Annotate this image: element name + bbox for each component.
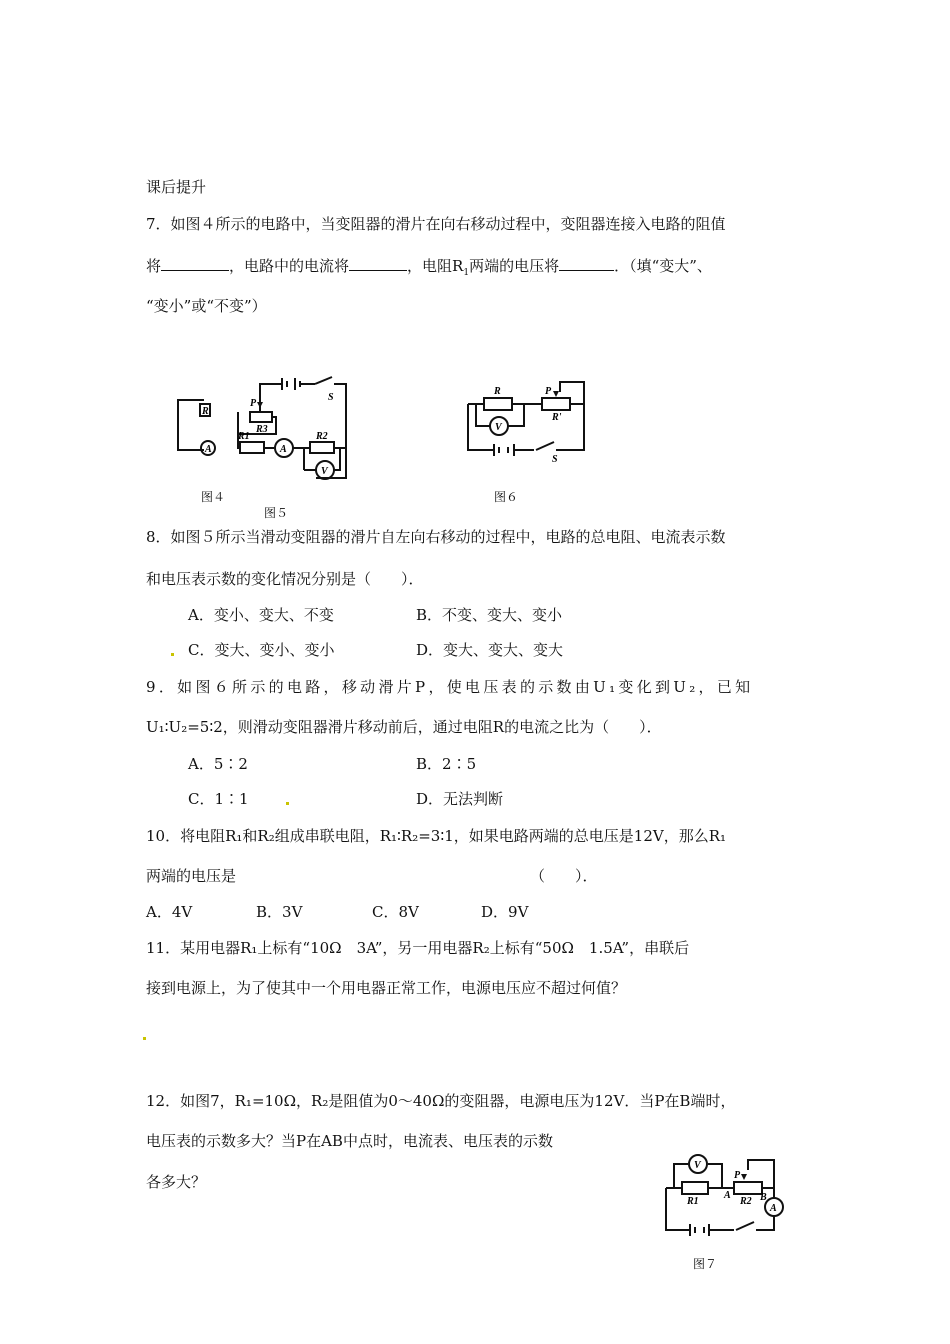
fig6-p-label: P — [545, 386, 552, 397]
fig5-r1-label: R1 — [238, 431, 250, 442]
q10-line2: 两端的电压是 — [146, 867, 237, 885]
q11-line1: 11．某用电器R₁上标有“10Ω 3A”，另一用电器R₂上标有“50Ω 1.5A”，串联后 — [146, 939, 690, 957]
q7-text-e: ．（填“变大”、 — [614, 257, 712, 275]
q12-line2: 电压表的示数多大？当P在AB中点时，电流表、电压表的示数 — [146, 1132, 553, 1150]
q7-blank-1 — [161, 256, 229, 271]
q7-line2 — [146, 256, 712, 283]
speck — [286, 802, 289, 805]
q9-line1: 9．如图６所示的电路，移动滑片P，使电压表的示数由U₁变化到U₂，已知 — [146, 678, 754, 696]
figure-6-circuit — [464, 378, 594, 466]
q8-option-d: D．变大、变大、变大 — [416, 641, 564, 659]
q12-line3: 各多大？ — [146, 1173, 207, 1191]
fig7-ammeter-label: A — [770, 1203, 777, 1214]
q7-line1: 7．如图４所示的电路中，当变阻器的滑片在向右移动过程中，变阻器连接入电路的阻值 — [146, 215, 726, 233]
q8-line1: 8．如图５所示当滑动变阻器的滑片自左向右移动的过程中，电路的总电阻、电流表示数 — [146, 528, 726, 546]
fig5-ammeter-label: A — [280, 444, 287, 455]
fig6-voltmeter-label: V — [495, 422, 502, 433]
fig7-voltmeter-label: V — [694, 1160, 701, 1171]
figure-4-label: 图４ — [201, 490, 226, 504]
q7-subscript: 1 — [463, 268, 470, 278]
q10-option-d: D．9V — [481, 903, 529, 921]
fig7-r2-label: R2 — [740, 1196, 752, 1207]
q9-line2: U₁∶U₂=5∶2，则滑动变阻器滑片移动前后，通过电阻R的电流之比为（ ）． — [146, 718, 662, 736]
fig5-r3-label: R3 — [256, 424, 268, 435]
section-title: 课后提升 — [146, 178, 207, 196]
q7-text-c: ，电阻R — [407, 257, 464, 275]
q8-option-a: A．变小、变大、不变 — [188, 606, 334, 624]
figure-6-label: 图６ — [494, 490, 519, 504]
fig7-r1-label: R1 — [687, 1196, 699, 1207]
q10-option-a: A．4V — [146, 903, 193, 921]
q10-line1: 10．将电阻R₁和R₂组成串联电阻，R₁∶R₂=3∶1，如果电路两端的总电压是12V，那么R₁ — [146, 827, 727, 845]
q9-option-a: A．5∶2 — [188, 755, 248, 773]
q7-blank-2 — [349, 256, 407, 271]
fig5-r2-label: R2 — [316, 431, 328, 442]
q7-text-b: ，电路中的电流将 — [229, 257, 350, 275]
q7-text-d: 两端的电压将 — [469, 257, 560, 275]
q7-line3: “变小”或“不变”） — [146, 297, 267, 315]
fig7-b-node-label: B — [760, 1192, 767, 1203]
fig5-p-label: P — [250, 398, 257, 409]
fig6-rprime-label: R' — [552, 412, 562, 423]
q9-option-d: D．无法判断 — [416, 790, 504, 808]
q8-option-b: B．不变、变大、变小 — [416, 606, 563, 624]
q10-option-c: C．8V — [372, 903, 419, 921]
q12-line1: 12．如图7，R₁=10Ω，R₂是阻值为0～40Ω的变阻器，电源电压为12V．当P在B端时， — [146, 1092, 736, 1110]
fig6-r-label: R — [494, 386, 501, 397]
fig7-a-node-label: A — [724, 1190, 731, 1201]
fig4-r-label: R — [202, 406, 209, 417]
q7-blank-3 — [559, 256, 614, 271]
fig7-p-label: P — [734, 1170, 741, 1181]
fig5-voltmeter-label: V — [321, 466, 328, 477]
q9-option-c: C．1∶1 — [188, 790, 249, 808]
q9-option-b: B．2∶5 — [416, 755, 477, 773]
q8-option-c: C．变大、变小、变小 — [188, 641, 335, 659]
figure-5-label: 图５ — [264, 506, 289, 520]
q10-option-b: B．3V — [256, 903, 303, 921]
q11-line2: 接到电源上，为了使其中一个用电器正常工作，电源电压应不超过何值？ — [146, 979, 627, 997]
speck — [171, 653, 174, 656]
figure-7-circuit — [656, 1152, 792, 1236]
fig4-a-label: A — [205, 444, 212, 455]
figure-5-circuit — [230, 372, 355, 492]
q7-text-a: 将 — [146, 257, 162, 275]
fig6-s-label: S — [552, 454, 558, 465]
q10-line2-paren: （ ）． — [530, 867, 598, 885]
figure-4-circuit — [174, 390, 214, 460]
q8-line2: 和电压表示数的变化情况分别是（ ）． — [146, 570, 424, 588]
fig5-s-label: S — [328, 392, 334, 403]
figure-7-label: 图７ — [693, 1257, 718, 1271]
speck — [143, 1037, 146, 1040]
